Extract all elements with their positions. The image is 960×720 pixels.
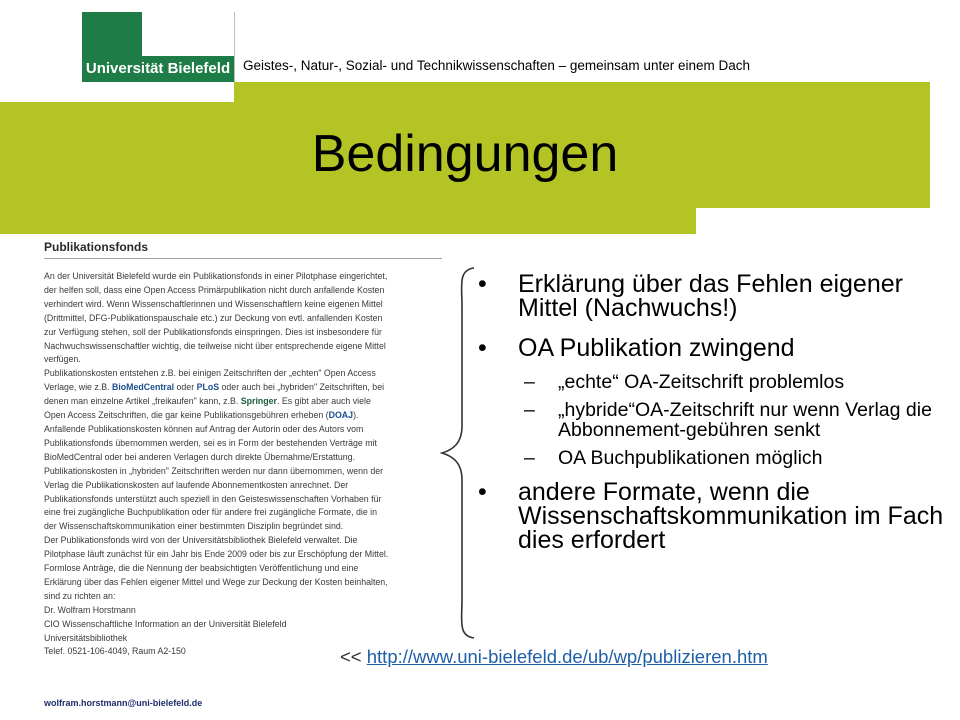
bullet-item [478, 480, 948, 552]
snippet-text-fragment: . Es gibt aber auch viele [276, 396, 371, 407]
dash-icon: – [524, 399, 535, 421]
snippet-line: Publikationsfonds übernommen werden, sei es in Form der bestehenden Verträge mit [44, 437, 377, 448]
snippet-text-fragment: Open Access Zeitschriften, die gar keine Publikationsgebühren erheben ( [44, 410, 329, 421]
plos-link[interactable]: PLoS [196, 382, 220, 393]
snippet-line: Der Publikationsfonds wird von der Universitätsbibliothek Bielefeld verwaltet. Die [44, 535, 358, 546]
bullet-text: Erklärung über das Fehlen eigener Mittel (Nachwuchs!) [518, 270, 903, 322]
source-url-link[interactable]: http://www.uni-bielefeld.de/ub/wp/publizieren.htm [366, 646, 768, 667]
sub-bullet-item [478, 372, 948, 392]
snippet-line: Anfallende Publikationskosten können auf Antrag der Autorin oder des Autors vom [44, 423, 364, 434]
snippet-line: Publikationsfonds unterstützt auch speziell in den Geisteswissenschaften Vorhaben für [44, 493, 382, 504]
header-tagline: Geistes-, Natur-, Sozial- und Technikwissenschaften – gemeinsam unter einem Dach [243, 58, 750, 73]
sub-bullet-text: OA Buchpublikationen möglich [558, 447, 823, 469]
snippet-text-fragment: oder auch bei „hybriden" Zeitschriften, bei [221, 382, 385, 393]
title-band-lower [0, 208, 696, 234]
sub-bullet-text: „echte“ OA-Zeitschrift problemlos [558, 371, 845, 393]
snippet-line: Publikationskosten in „hybriden" Zeitschriften werden nur dann übernommen, wenn der [44, 465, 384, 476]
bullet-text: andere Formate, wenn die Wissenschaftskommunikation im Fach dies erfordert [518, 478, 944, 554]
snippet-text-fragment: denen man einzelne Artikel „freikaufen" kann, z.B. [44, 396, 239, 407]
snippet-text-fragment: Verlage, wie z.B. [44, 382, 110, 393]
snippet-line: der helfen soll, dass eine Open Access Primärpublikation nicht durch anfallende Kosten [44, 284, 385, 295]
curly-brace-icon [440, 266, 476, 640]
snippet-heading: Publikationsfonds [44, 240, 149, 254]
springer-link[interactable]: Springer [240, 396, 277, 407]
snippet-line: eine frei zugängliche Buchpublikation oder für andere frei zugängliche Formate, die in [44, 507, 378, 518]
biomedcentral-link[interactable]: BioMedCentral [111, 382, 175, 393]
snippet-line [44, 381, 444, 395]
university-logo: Universität Bielefeld [82, 56, 234, 82]
snippet-line: An der Universität Bielefeld wurde ein Publikationsfonds in einer Pilotphase eingerichtet, [44, 271, 388, 281]
snippet-line: der Wissenschaftskommunikation einer bestimmten Disziplin begründet sind. [44, 521, 344, 532]
doaj-link[interactable]: DOAJ [328, 410, 354, 421]
bullet-text: OA Publikation zwingend [518, 334, 795, 362]
snippet-line: Publikationskosten entstehen z.B. bei einigen Zeitschriften der „echten" Open Access [44, 368, 376, 379]
snippet-line: BioMedCentral oder bei anderen Verlagen durch direkte Übernahme/Erstattung. [44, 451, 356, 462]
link-prefix: << [340, 646, 362, 667]
bullet-icon: • [478, 270, 487, 298]
snippet-line: Telef. 0521-106-4049, Raum A2-150 [44, 646, 186, 657]
bullet-item [478, 272, 948, 320]
snippet-line: CIO Wissenschaftliche Information an der Universität Bielefeld [44, 618, 287, 629]
sub-bullet-text: „hybride“OA-Zeitschrift nur wenn Verlag die Abbonnement-gebühren senkt [558, 399, 932, 441]
dash-icon: – [524, 371, 535, 393]
snippet-line: Erklärung über das Fehlen eigener Mittel und Wege zur Deckung der Kosten beinhalten, [44, 576, 388, 587]
snippet-line: verfügen. [44, 354, 81, 365]
snippet-line: (Drittmittel, DFG-Publikationspauschale etc.) zur Deckung von evtl. anfallenden Kosten [44, 312, 383, 323]
snippet-divider [44, 258, 442, 259]
snippet-line: Formlose Anträge, die die Nennung der beabsichtigten Veröffentlichung und eine [44, 563, 359, 574]
snippet-line: sind zu richten an: [44, 590, 116, 601]
bullet-icon: • [478, 334, 487, 362]
bullet-list [478, 272, 948, 568]
snippet-line: Pilotphase läuft zunächst für ein Jahr bis Ende 2009 oder bis zur Erschöpfung der Mittel. [44, 549, 389, 560]
snippet-text-fragment: ). [353, 410, 359, 421]
snippet-email-link[interactable]: wolfram.horstmann@uni-bielefeld.de [44, 698, 203, 708]
snippet-line: Verlag die Publikationskosten auf laufende Abonnementkosten anrechnet. Der [44, 479, 349, 490]
slide-title: Bedingungen [311, 125, 619, 183]
logo-green-block [82, 12, 142, 56]
bullet-item [478, 336, 948, 360]
sub-bullet-item [478, 400, 948, 440]
snippet-text-fragment: oder [176, 382, 195, 393]
dash-icon: – [524, 447, 535, 469]
snippet-line: Nachwuchswissenschaftler wichtig, die teilweise nicht über entsprechende eigene Mittel [44, 340, 386, 351]
sub-bullet-item [478, 448, 948, 468]
source-link-line [340, 646, 768, 668]
snippet-line [44, 409, 444, 423]
snippet-line: verhindert wird. Wenn Wissenschaftlerinnen und Wissenschaftlern keine eigenen Mittel [44, 298, 383, 309]
title-band-notch [0, 82, 234, 102]
snippet-line: Universitätsbibliothek [44, 632, 128, 643]
snippet-line [44, 395, 444, 409]
snippet-line: zur Verfügung stehen, soll der Publikationsfonds einspringen. Dies ist insbesondere für [44, 326, 382, 337]
snippet-line: Dr. Wolfram Horstmann [44, 604, 136, 615]
bullet-icon: • [478, 478, 487, 506]
snippet-body [44, 270, 444, 659]
